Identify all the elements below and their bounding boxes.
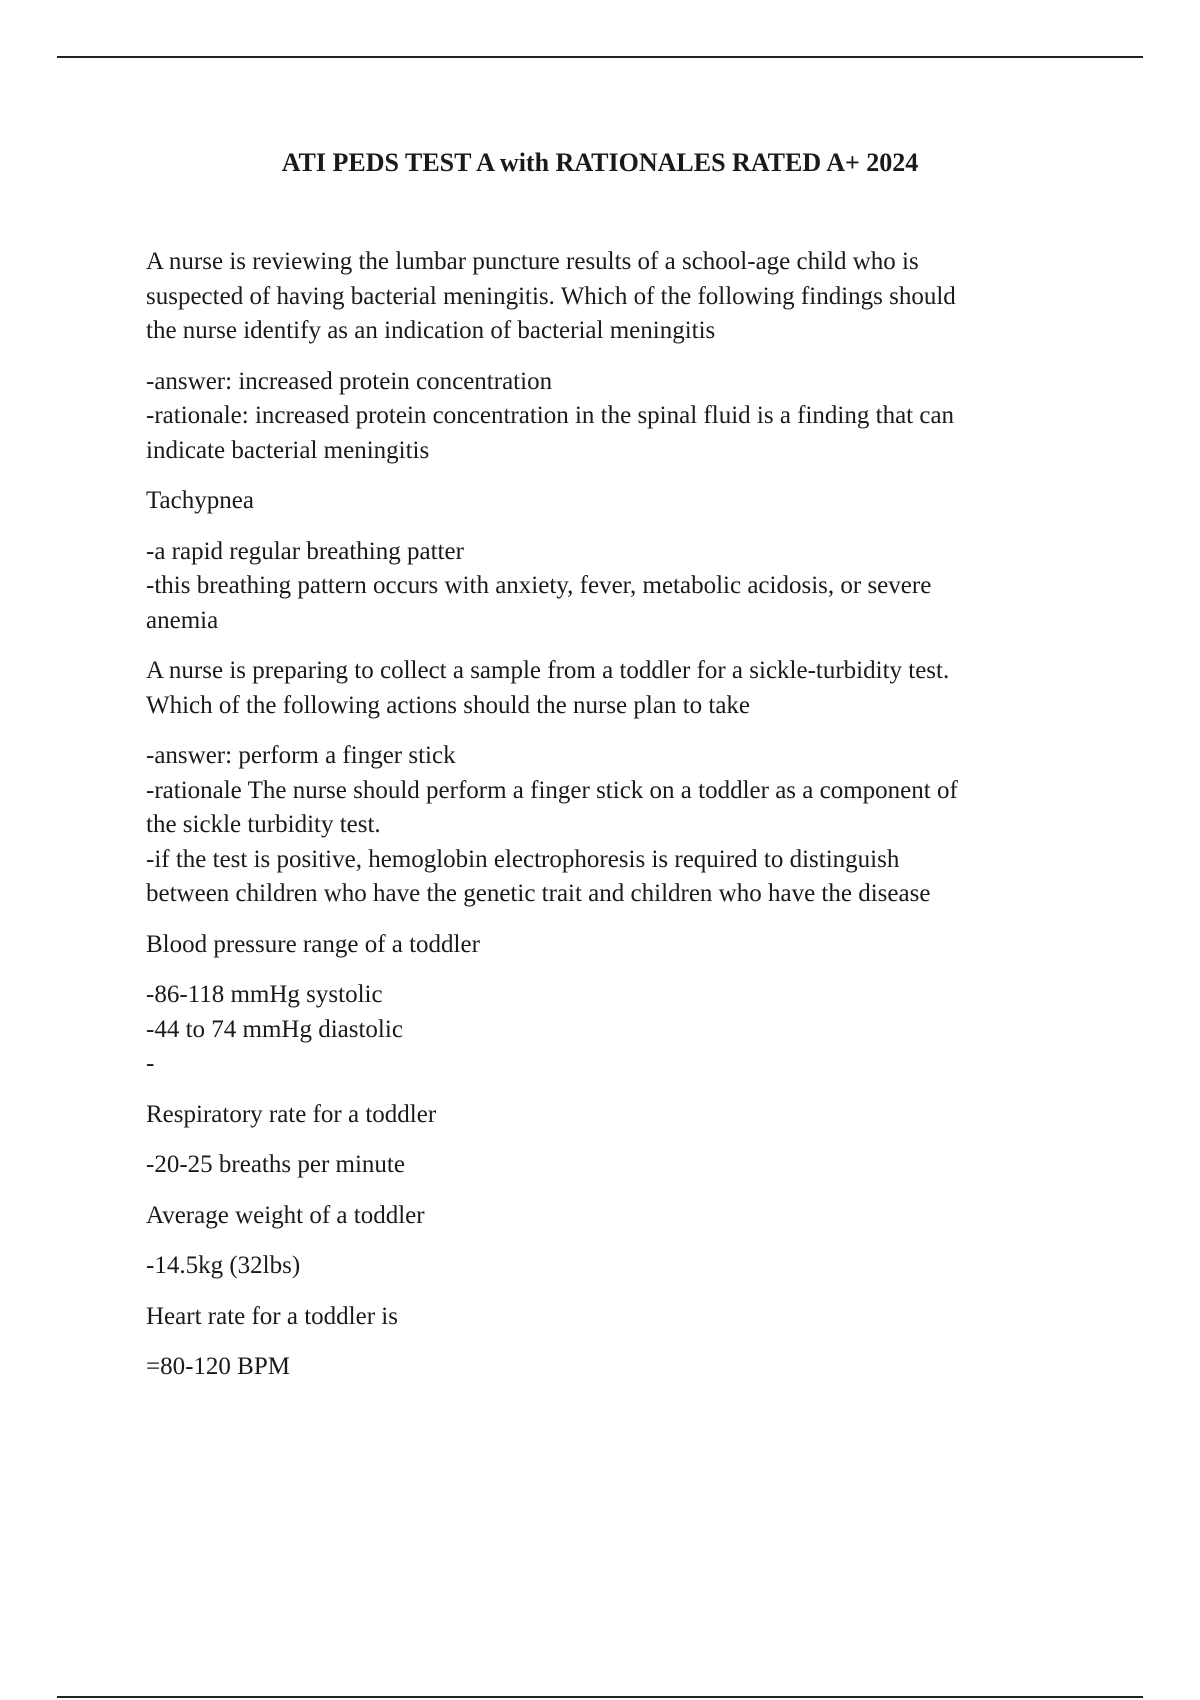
document-body <box>146 245 1076 1401</box>
text-block <box>146 365 1076 469</box>
text-block <box>146 484 1076 519</box>
text-block <box>146 1148 1076 1183</box>
text-block <box>146 654 1076 723</box>
text-line: anemia <box>146 606 219 634</box>
text-line: the nurse identify as an indication of bacterial meningitis <box>146 317 716 344</box>
text-line: A nurse is reviewing the lumbar puncture results of a school-age child who is <box>146 248 919 275</box>
text-line: A nurse is preparing to collect a sample from a toddler for a sickle-turbidity test. <box>146 657 950 684</box>
text-line: Tachypnea <box>146 487 254 514</box>
text-line: Respiratory rate for a toddler <box>146 1100 437 1128</box>
text-line: suspected of having bacterial meningitis. Which of the following findings should <box>146 282 956 310</box>
text-block <box>146 739 1076 912</box>
text-line: Average weight of a toddler <box>146 1201 425 1229</box>
text-line: -answer: perform a finger stick <box>146 742 456 769</box>
text-line: -if the test is positive, hemoglobin electrophoresis is required to distinguish <box>146 845 900 873</box>
text-block <box>146 535 1076 639</box>
text-line: -rationale: increased protein concentration in the spinal fluid is a finding that can <box>146 402 955 429</box>
text-line: -44 to 74 mmHg diastolic <box>146 1015 403 1043</box>
text-line: Heart rate for a toddler is <box>146 1302 398 1330</box>
text-line: =80-120 BPM <box>146 1353 290 1380</box>
bottom-divider <box>57 1696 1143 1698</box>
text-line: -86-118 mmHg systolic <box>146 981 383 1008</box>
page-title: ATI PEDS TEST A with RATIONALES RATED A+ 2024 <box>281 148 919 177</box>
text-line: -answer: increased protein concentration <box>146 367 553 395</box>
text-line: indicate bacterial meningitis <box>146 436 430 464</box>
text-block <box>146 928 1076 963</box>
text-line: Which of the following actions should the nurse plan to take <box>146 691 751 719</box>
text-block <box>146 978 1076 1082</box>
text-block <box>146 245 1076 349</box>
text-block <box>146 1300 1076 1335</box>
text-line: -14.5kg (32lbs) <box>146 1252 301 1279</box>
text-line: - <box>146 1050 155 1077</box>
text-line: between children who have the genetic trait and children who have the disease <box>146 880 931 907</box>
text-line: Blood pressure range of a toddler <box>146 930 480 958</box>
text-block <box>146 1350 1076 1385</box>
top-divider <box>57 56 1143 58</box>
text-line: -a rapid regular breathing patter <box>146 537 464 565</box>
text-block <box>146 1199 1076 1234</box>
text-line: -20-25 breaths per minute <box>146 1151 405 1178</box>
text-line: -rationale The nurse should perform a finger stick on a toddler as a component of <box>146 776 958 804</box>
text-block <box>146 1249 1076 1284</box>
text-block <box>146 1098 1076 1133</box>
text-line: the sickle turbidity test. <box>146 811 381 838</box>
text-line: -this breathing pattern occurs with anxiety, fever, metabolic acidosis, or severe <box>146 572 932 599</box>
